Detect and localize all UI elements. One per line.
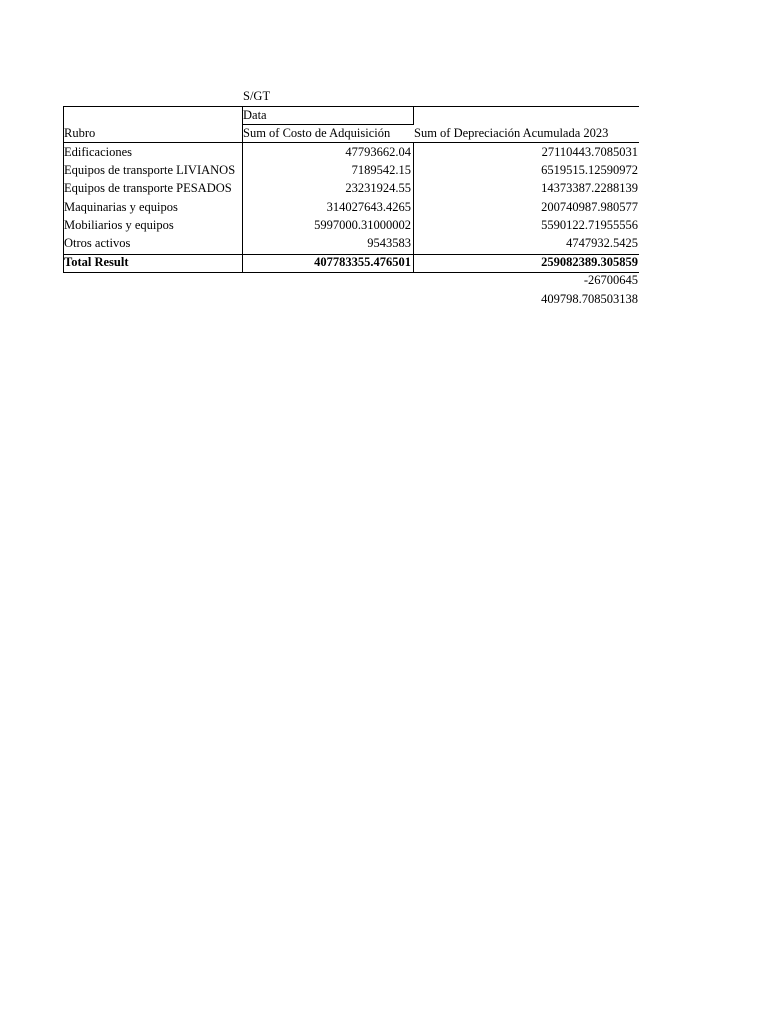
row-rubro: Mobiliarios y equipos — [64, 218, 174, 232]
row-costo: 47793662.04 — [345, 145, 411, 159]
row-depreciacion: 6519515.12590972 — [541, 163, 638, 177]
header-row-border — [63, 142, 639, 143]
data-field-label: Data — [243, 108, 267, 122]
row-depreciacion: 5590122.71955556 — [541, 218, 638, 232]
header-depreciacion: Sum of Depreciación Acumulada 2023 — [414, 126, 609, 140]
data-cell-right-border — [413, 106, 414, 125]
header-costo: Sum of Costo de Adquisición — [243, 126, 391, 140]
row-costo: 314027643.4265 — [326, 200, 411, 214]
extra-value-difference: -26700645 — [583, 273, 638, 287]
row-depreciacion: 4747932.5425 — [566, 236, 638, 250]
row-rubro: Edificaciones — [64, 145, 133, 159]
row-rubro: Equipos de transporte PESADOS — [64, 181, 232, 195]
currency-label: S/GT — [243, 89, 271, 103]
row-rubro: Equipos de transporte LIVIANOS — [64, 163, 236, 177]
row-costo: 7189542.15 — [351, 163, 411, 177]
row-depreciacion: 27110443.7085031 — [541, 145, 638, 159]
row-rubro: Otros activos — [64, 236, 131, 250]
row-costo: 9543583 — [367, 236, 411, 250]
row-depreciacion: 14373387.2288139 — [541, 181, 638, 195]
row-costo: 5997000.31000002 — [314, 218, 411, 232]
total-label: Total Result — [64, 255, 129, 269]
total-costo: 407783355.476501 — [314, 255, 411, 269]
row-costo: 23231924.55 — [345, 181, 411, 195]
header-rubro: Rubro — [64, 126, 96, 140]
row-rubro: Maquinarias y equipos — [64, 200, 178, 214]
row-depreciacion: 200740987.980577 — [541, 200, 638, 214]
extra-value-residual: 409798.708503138 — [541, 292, 638, 306]
total-depreciacion: 259082389.305859 — [541, 255, 638, 269]
